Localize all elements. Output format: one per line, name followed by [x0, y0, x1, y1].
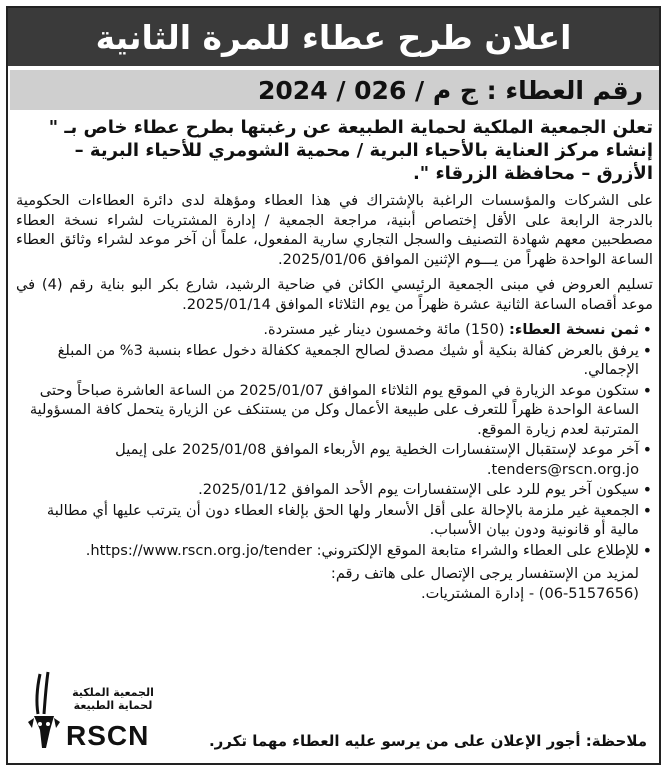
site-visit-text: ستكون موعد الزيارة في الموقع يوم الثلاثاء الموافق 2025/01/07 من الساعة العاشرة صباحاً وحتى الساعة الواحدة ظهراً للتعرف على طبيعة الأعمال وكل من يستنكف عن الزيارة يتحمل كافة المسؤولية المترتبة لعدم زيارة الموقع.: [29, 381, 639, 438]
contact-line: لمزيد من الإستفسار يرجى الإتصال على هاتف رقم:: [330, 565, 639, 582]
website-text: للإطلاع على العطاء والشراء متابعة الموقع الإلكتروني: https://www.rscn.org.jo/tender.: [85, 541, 639, 559]
oryx-icon: [20, 668, 66, 752]
contact-info: [16, 564, 639, 603]
price-text: (150) مائة وخمسون دينار غير مستردة.: [263, 321, 510, 338]
tender-number: رقم العطاء : ج م / 026 / 2024: [10, 70, 659, 110]
list-item: [16, 320, 639, 340]
rscn-logo: [20, 668, 170, 754]
list-item: [16, 381, 639, 440]
note: ملاحظة: أجور الإعلان على من يرسو عليه العطاء مهما تكرر.: [208, 732, 647, 750]
list-item: [16, 480, 639, 500]
advert-body: [16, 116, 653, 603]
inquiries-deadline-text: آخر موعد لإستقبال الإستفسارات الخطية يوم الأربعاء الموافق 2025/01/08 على إيميل tenders@rscn.org.jo.: [115, 441, 639, 478]
price-label: ثمن نسخة العطاء:: [509, 321, 639, 338]
list-item: [16, 341, 639, 380]
logo-org-line2: لحماية الطبيعة: [73, 699, 153, 712]
replies-deadline-text: سيكون آخر يوم للرد على الإستفسارات يوم الأحد الموافق 2025/01/12.: [198, 481, 639, 498]
conditions-list: [16, 320, 653, 560]
headline: تعلن الجمعية الملكية لحماية الطبيعة عن رغبتها بطرح عطاء خاص بـ " إنشاء مركز العناية بالأحياء البرية / محمية الشومري للأحياء البرية – الأزرق – محافظة الزرقاء ".: [48, 117, 653, 184]
list-item: [16, 501, 639, 540]
disclaimer-text: الجمعية غير ملزمة بالإحالة على أقل الأسعار ولها الحق بإلغاء العطاء دون أن يترتب عليها أي مطالبة مالية أو قانونية ودون بيان الأسباب.: [46, 501, 639, 538]
logo-abbreviation: RSCN: [66, 720, 150, 751]
contact-phone: (06-5157656) - إدارة المشتريات.: [420, 584, 639, 602]
logo-org-name: [68, 686, 158, 712]
list-item: [16, 440, 639, 479]
logo-org-line1: الجمعية الملكية: [72, 686, 154, 699]
advert-title: اعلان طرح عطاء للمرة الثانية: [8, 8, 659, 66]
paragraph-eligibility: على الشركات والمؤسسات الراغبة بالإشتراك في هذا العطاء ومؤهلة لدى دائرة العطاءات الحكومية بالدرجة الرابعة على الأقل إختصاص أبنية، مراجعة الجمعية / إدارة المشتريات لشراء نسخة العطاء مصطحبين معهم شهادة التصنيف والسجل التجاري سارية المفعول، علماً أن آخر موعد لشراء وثائق العطاء الساعة الواحدة ظهراً من يـــوم الإثنين الموافق 2025/01/06.: [16, 192, 653, 268]
paragraph-submission: تسليم العروض في مبنى الجمعية الرئيسي الكائن في ضاحية الرشيد، شارع بكر البو بناية رقم (4) في موعد أقصاه الساعة الثانية عشرة ظهراً من يوم الثلاثاء الموافق 2025/01/14.: [16, 276, 653, 313]
guarantee-text: يرفق بالعرض كفالة بنكية أو شيك مصدق لصالح الجمعية ككفالة دخول عطاء بنسبة 3% من المبلغ الإجمالي.: [57, 341, 639, 378]
list-item: [16, 541, 639, 561]
